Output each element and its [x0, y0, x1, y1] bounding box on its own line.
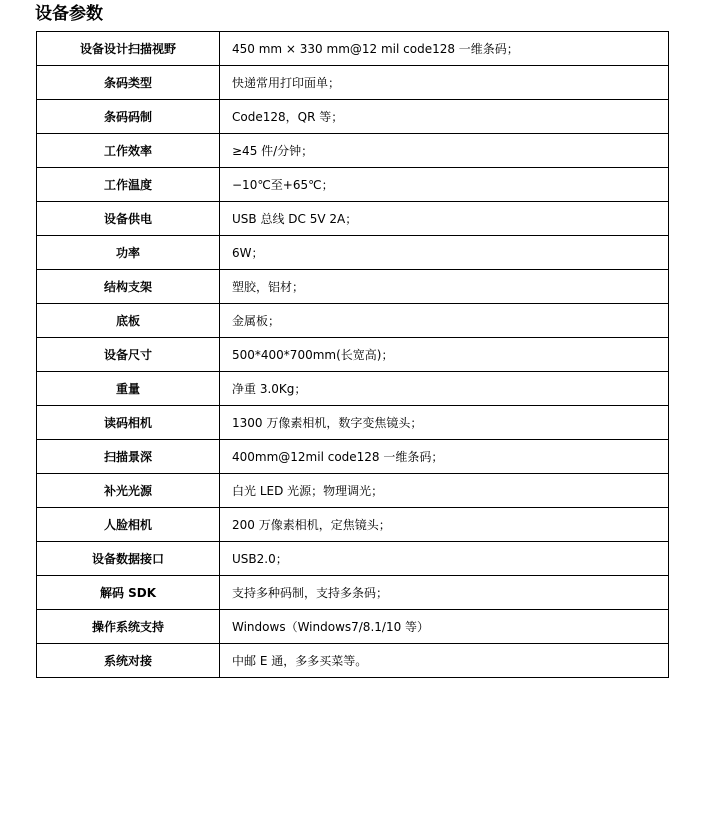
spec-label: 设备尺寸: [37, 338, 220, 372]
spec-label: 工作效率: [37, 134, 220, 168]
spec-value: 中邮 E 通，多多买菜等。: [220, 644, 669, 678]
spec-value: 400mm@12mil code128 一维条码；: [220, 440, 669, 474]
table-row: [37, 32, 669, 66]
spec-value: 支持多种码制，支持多条码；: [220, 576, 669, 610]
table-row: [37, 168, 669, 202]
spec-label: 读码相机: [37, 406, 220, 440]
spec-value: 500*400*700mm(长宽高)；: [220, 338, 669, 372]
spec-value: 金属板；: [220, 304, 669, 338]
page-title: 设备参数: [35, 4, 103, 24]
spec-value: 6W；: [220, 236, 669, 270]
spec-label: 设备数据接口: [37, 542, 220, 576]
table-row: [37, 474, 669, 508]
table-row: [37, 134, 669, 168]
spec-value: 200 万像素相机，定焦镜头；: [220, 508, 669, 542]
spec-value: Windows（Windows7/8.1/10 等）: [220, 610, 669, 644]
table-row: [37, 406, 669, 440]
table-row: [37, 372, 669, 406]
spec-label: 工作温度: [37, 168, 220, 202]
table-row: [37, 440, 669, 474]
spec-value: 塑胶，铝材；: [220, 270, 669, 304]
spec-table-body: [37, 32, 669, 678]
spec-label: 条码类型: [37, 66, 220, 100]
spec-label: 人脸相机: [37, 508, 220, 542]
spec-value: USB 总线 DC 5V 2A；: [220, 202, 669, 236]
spec-value: −10℃至+65℃；: [220, 168, 669, 202]
spec-value: USB2.0；: [220, 542, 669, 576]
spec-value: 450 mm × 330 mm@12 mil code128 一维条码；: [220, 32, 669, 66]
table-row: [37, 610, 669, 644]
spec-label: 底板: [37, 304, 220, 338]
table-row: [37, 202, 669, 236]
spec-value: 1300 万像素相机，数字变焦镜头；: [220, 406, 669, 440]
spec-value: 白光 LED 光源；物理调光；: [220, 474, 669, 508]
spec-label: 设备设计扫描视野: [37, 32, 220, 66]
spec-label: 扫描景深: [37, 440, 220, 474]
table-row: [37, 270, 669, 304]
table-row: [37, 644, 669, 678]
spec-label: 系统对接: [37, 644, 220, 678]
table-row: [37, 542, 669, 576]
spec-label: 功率: [37, 236, 220, 270]
spec-value: Code128，QR 等；: [220, 100, 669, 134]
table-row: [37, 66, 669, 100]
table-row: [37, 338, 669, 372]
table-row: [37, 508, 669, 542]
table-row: [37, 304, 669, 338]
spec-label: 补光光源: [37, 474, 220, 508]
table-row: [37, 576, 669, 610]
spec-label: 结构支架: [37, 270, 220, 304]
table-row: [37, 236, 669, 270]
spec-label: 操作系统支持: [37, 610, 220, 644]
spec-label: 重量: [37, 372, 220, 406]
spec-table: [36, 31, 669, 678]
spec-label: 解码 SDK: [37, 576, 220, 610]
spec-label: 设备供电: [37, 202, 220, 236]
spec-value: ≥45 件/分钟；: [220, 134, 669, 168]
spec-label: 条码码制: [37, 100, 220, 134]
table-row: [37, 100, 669, 134]
spec-value: 快递常用打印面单；: [220, 66, 669, 100]
spec-value: 净重 3.0Kg；: [220, 372, 669, 406]
